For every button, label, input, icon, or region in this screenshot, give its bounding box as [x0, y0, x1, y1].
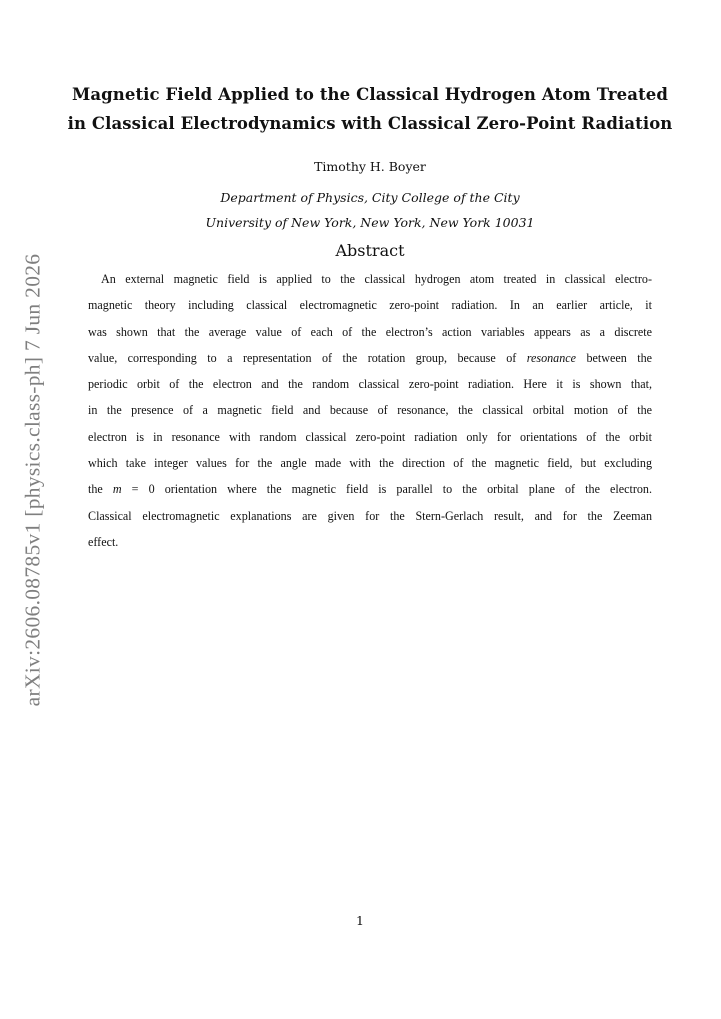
abstract-text: which take integer values for the angle made with the direction of the magnetic field, but excluding	[88, 456, 652, 471]
abstract-text: in the presence of a magnetic field and because of resonance, the classical orbital motion of the	[88, 403, 652, 418]
abstract-line-11	[88, 529, 652, 555]
abstract-line-7	[88, 424, 652, 450]
paper-title	[60, 80, 680, 138]
abstract-body	[88, 266, 652, 555]
affiliation-line-1: Department of Physics, City College of the City	[220, 190, 520, 205]
author-name: Timothy H. Boyer	[314, 159, 426, 174]
abstract-line-5	[88, 371, 652, 397]
abstract-text: value, corresponding to a representation of the rotation group, because of	[88, 350, 527, 365]
abstract-line-6	[88, 397, 652, 423]
title-line-2: in Classical Electrodynamics with Classical Zero-Point Radiation	[67, 114, 673, 133]
arxiv-identifier-stamp: arXiv:2606.08785v1 [physics.class-ph] 7 Jun 2026	[20, 253, 45, 707]
abstract-line-3	[88, 319, 652, 345]
abstract-line-9	[88, 476, 652, 502]
abstract-text: magnetic theory including classical electromagnetic zero-point radiation. In an earlier article, it	[88, 298, 652, 313]
abstract-text: Classical electromagnetic explanations are given for the Stern-Gerlach result, and for the Zeeman	[88, 508, 652, 523]
abstract-text: was shown that the average value of each of the electron’s action variables appears as a discrete	[88, 324, 652, 339]
abstract-line-10	[88, 503, 652, 529]
abstract-text: between the	[576, 350, 652, 365]
abstract-text: = 0 orientation where the magnetic field is parallel to the orbital plane of the electron.	[121, 482, 652, 497]
affiliation-line-2: University of New York, New York, New York 10031	[205, 215, 535, 230]
page-number: 1	[356, 913, 364, 928]
abstract-line-2	[88, 292, 652, 318]
abstract-line-8	[88, 450, 652, 476]
title-line-1: Magnetic Field Applied to the Classical Hydrogen Atom Treated	[71, 85, 669, 104]
abstract-emphasis-resonance: resonance	[526, 350, 577, 365]
abstract-heading: Abstract	[335, 241, 405, 260]
author-affiliation	[60, 185, 680, 235]
abstract-text: electron is in resonance with random classical zero-point radiation only for orientations of the orbit	[88, 429, 652, 444]
abstract-text: An external magnetic field is applied to the classical hydrogen atom treated in classical electro-	[101, 272, 652, 286]
math-variable-m: m	[112, 482, 122, 497]
abstract-line-4	[88, 345, 652, 371]
abstract-text: periodic orbit of the electron and the random classical zero-point radiation. Here it is shown that,	[88, 377, 652, 392]
abstract-line-1	[88, 266, 652, 292]
abstract-text: the	[88, 482, 113, 497]
abstract-text: effect.	[88, 534, 119, 549]
